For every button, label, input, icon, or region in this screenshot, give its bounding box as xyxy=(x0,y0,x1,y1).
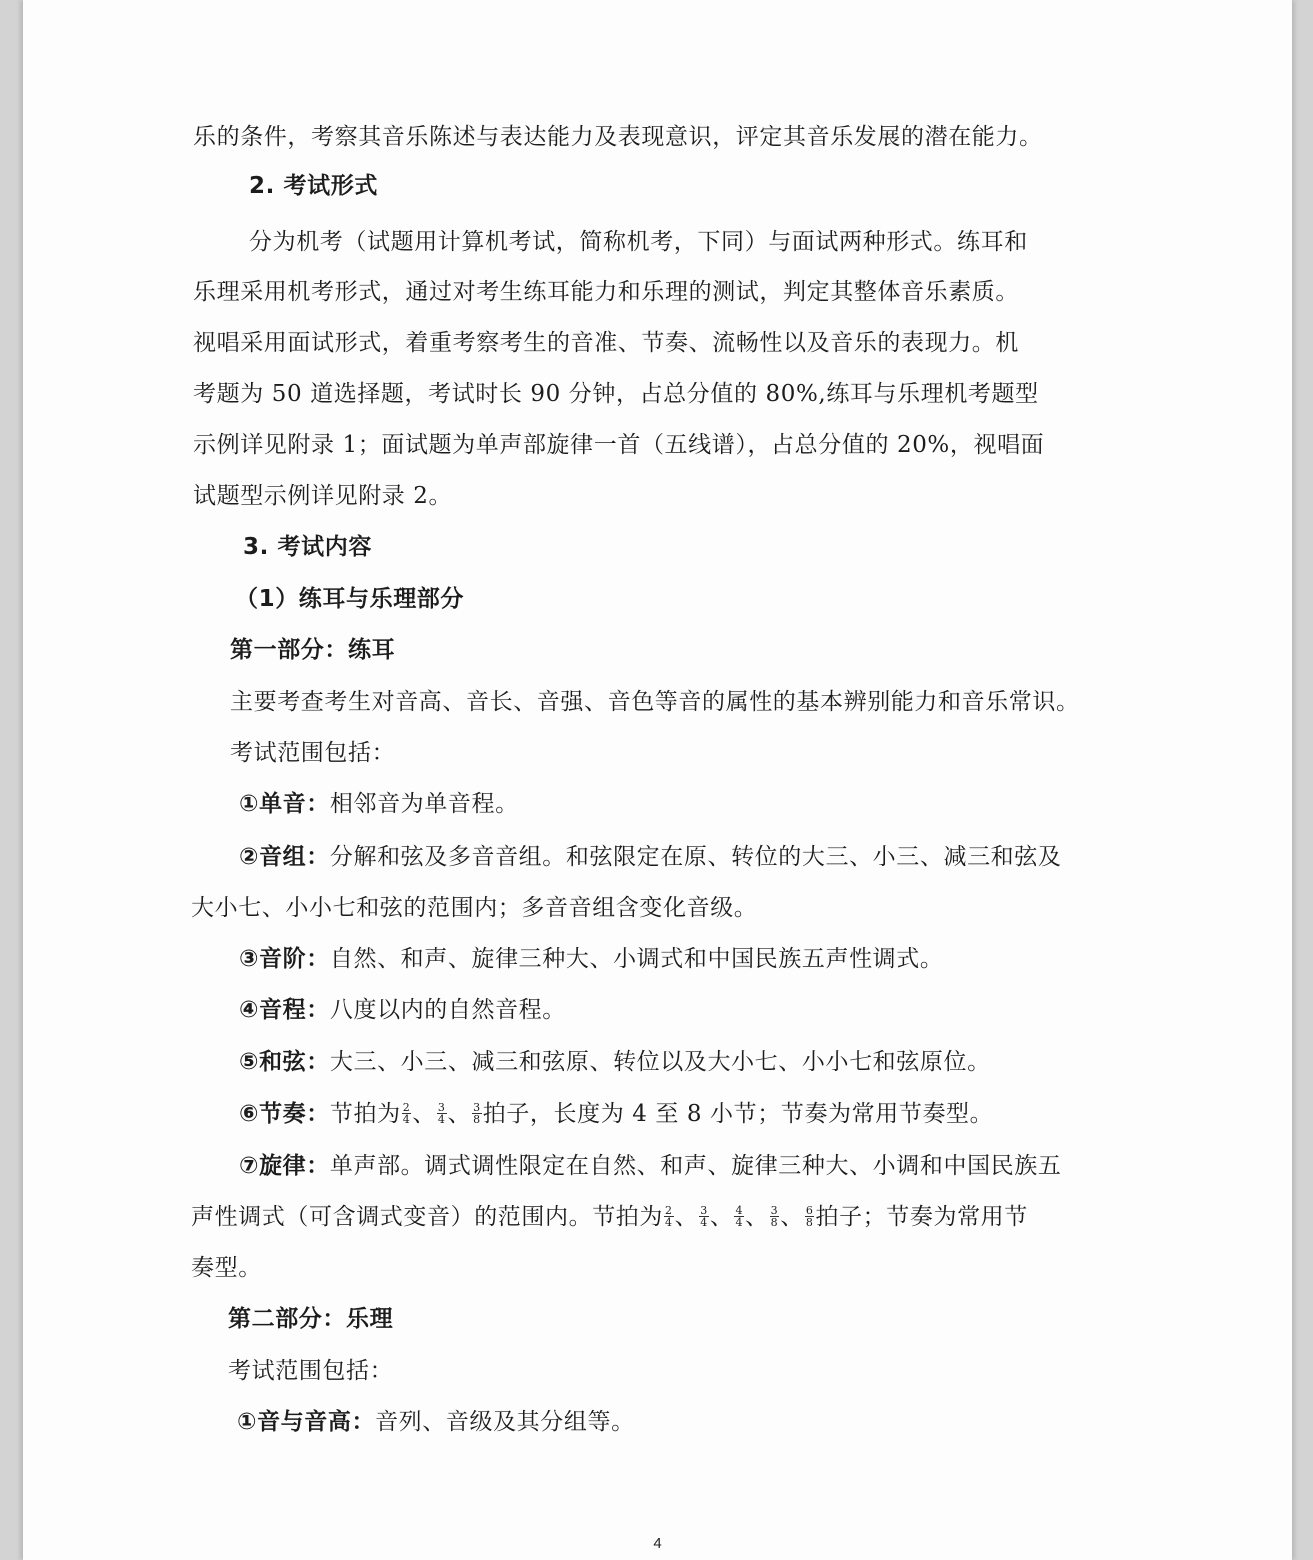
list-item xyxy=(239,789,519,819)
item-text: 自然、和声、旋律三种大、小调式和中国民族五声性调式。 xyxy=(329,946,944,972)
list-item xyxy=(237,1407,635,1437)
list-item xyxy=(239,1151,1061,1181)
paragraph-line: 考题为 50 道选择题，考试时长 90 分钟，占总分值的 80%,练耳与乐理机考题型 xyxy=(193,381,1039,407)
item-text: 拍子，长度为 4 至 8 小节；节奏为常用节奏型。 xyxy=(482,1101,994,1127)
item-text: 分解和弦及多音音组。和弦限定在原、转位的大三、小三、减三和弦及 xyxy=(329,844,1062,870)
item-text: 相邻音为单音程。 xyxy=(329,791,519,817)
item-label: ①单音： xyxy=(239,791,330,817)
list-item: ⑥节奏：节拍为 $\frac{2}{4}$ 、 $\frac{3}{4}$ 、 $\frac{3}{8}$ 拍子，长度为 4 至 8 小节；节奏为常用节奏型。 xyxy=(239,1100,994,1127)
page-number: 4 xyxy=(653,1535,662,1552)
section-heading-exam-format: 2. 考试形式 xyxy=(249,173,378,199)
time-signature: $\frac{3}{4}$ xyxy=(437,1100,446,1126)
item-text: 音列、音级及其分组等。 xyxy=(375,1409,635,1435)
list-item xyxy=(239,842,1061,872)
list-item xyxy=(239,1047,991,1077)
item-text: 单声部。调式调性限定在自然、和声、旋律三种大、小调和中国民族五 xyxy=(329,1153,1062,1179)
paragraph-line: 乐理采用机考形式，通过对考生练耳能力和乐理的测试，判定其整体音乐素质。 xyxy=(193,279,1019,305)
part1-description: 主要考查考生对音高、音长、音强、音色等音的属性的基本辨别能力和音乐常识。 xyxy=(230,689,1080,715)
part2-title: 第二部分：乐理 xyxy=(228,1306,394,1332)
list-item-continuation: 奏型。 xyxy=(191,1255,262,1281)
item-label: ①音与音高： xyxy=(237,1409,376,1435)
list-item-continuation: 大小七、小小七和弦的范围内；多音音组含变化音级。 xyxy=(191,895,758,921)
time-signature: $\frac{2}{4}$ xyxy=(402,1100,411,1126)
item-text: 大三、小三、减三和弦原、转位以及大小七、小小七和弦原位。 xyxy=(329,1049,991,1075)
item-label: ⑥节奏： xyxy=(239,1101,330,1127)
time-signature: $\frac{3}{8}$ xyxy=(473,1100,481,1126)
item-text: 八度以内的自然音程。 xyxy=(329,997,566,1023)
document-page xyxy=(23,0,1292,1560)
item-text: 节拍为 xyxy=(329,1101,401,1127)
part2-scope-label: 考试范围包括： xyxy=(228,1358,394,1384)
time-signature: $\frac{4}{4}$ xyxy=(735,1203,744,1229)
paragraph-line: 分为机考（试题用计算机考试，简称机考，下同）与面试两种形式。练耳和 xyxy=(249,229,1028,255)
paragraph-line: 试题型示例详见附录 2。 xyxy=(193,483,453,509)
paragraph-line: 示例详见附录 1；面试题为单声部旋律一首（五线谱），占总分值的 20%，视唱面 xyxy=(193,432,1045,458)
item-label: ③音阶： xyxy=(239,946,330,972)
list-item xyxy=(239,944,943,974)
time-signature: $\frac{3}{8}$ xyxy=(770,1203,779,1229)
subsection-heading-ear-training-theory: （1）练耳与乐理部分 xyxy=(235,586,465,612)
list-item xyxy=(239,995,566,1025)
item-label: ④音程： xyxy=(239,997,330,1023)
time-signature: $\frac{2}{4}$ xyxy=(665,1203,673,1229)
list-item-continuation: 声性调式（可含调式变音）的范围内。节拍为 $\frac{2}{4}$ 、 $\frac{3}{4}$ 、 $\frac{4}{4}$ 、 $\frac{3}{8}$ 、 $\frac{6}{8}$ 拍子；节奏为常用节 xyxy=(191,1203,1028,1230)
section-heading-exam-content: 3. 考试内容 xyxy=(243,534,372,560)
item-label: ⑤和弦： xyxy=(239,1049,330,1075)
paragraph-line: 视唱采用面试形式，着重考察考生的音准、节奏、流畅性以及音乐的表现力。机 xyxy=(193,330,1019,356)
part1-title: 第一部分：练耳 xyxy=(230,637,396,663)
part1-scope-label: 考试范围包括： xyxy=(230,740,396,766)
item-label: ⑦旋律： xyxy=(239,1153,330,1179)
paragraph-line: 乐的条件，考察其音乐陈述与表达能力及表现意识，评定其音乐发展的潜在能力。 xyxy=(193,124,1043,150)
time-signature: $\frac{3}{4}$ xyxy=(700,1203,708,1229)
item-label: ②音组： xyxy=(239,844,330,870)
time-signature: $\frac{6}{8}$ xyxy=(805,1203,814,1229)
